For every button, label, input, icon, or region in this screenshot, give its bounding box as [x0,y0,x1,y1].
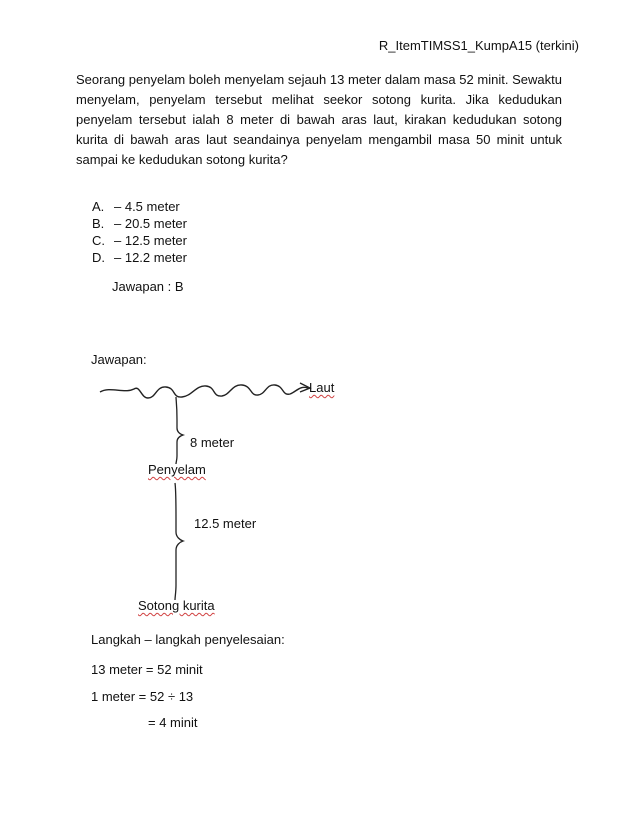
diver-label: Penyelam [148,462,206,477]
steps-heading: Langkah – langkah penyelesaian: [91,632,285,647]
option-text: – 20.5 meter [114,216,187,231]
option-letter: C. [92,233,105,248]
working-heading: Jawapan: [91,352,147,367]
option-text: – 4.5 meter [114,199,180,214]
sea-surface-wave [100,385,308,398]
option-letter: B. [92,216,105,231]
option-letter: A. [92,199,105,214]
document-code-header: R_ItemTIMSS1_KumpA15 (terkini) [378,38,579,53]
option-letter: D. [92,250,105,265]
option-text: – 12.5 meter [114,233,187,248]
upper-distance-label: 8 meter [190,435,235,450]
answer-key: Jawapan : B [112,279,184,294]
octopus-label: Sotong kurita [138,598,215,613]
option-text: – 12.2 meter [114,250,187,265]
sea-label: Laut [309,380,335,395]
upper-depth-bracket [176,397,183,464]
lower-distance-label: 12.5 meter [194,516,257,531]
step-line: 1 meter = 52 ÷ 13 [91,689,194,704]
question-paragraph: Seorang penyelam boleh menyelam sejauh 13 meter dalam masa 52 minit. Sewaktu menyelam, penyelam tersebut melihat seekor sotong kurita. Jika kedudukan penyelam tersebut ialah 8 meter di bawah aras laut, kirakan kedudukan sotong kurita di bawah aras laut seandainya penyelam mengambil masa 50 minit untuk sampai ke kedudukan sotong kurita? [76,72,562,167]
step-line: = 4 minit [148,715,198,730]
lower-depth-bracket [175,483,183,600]
step-line: 13 meter = 52 minit [91,662,203,677]
